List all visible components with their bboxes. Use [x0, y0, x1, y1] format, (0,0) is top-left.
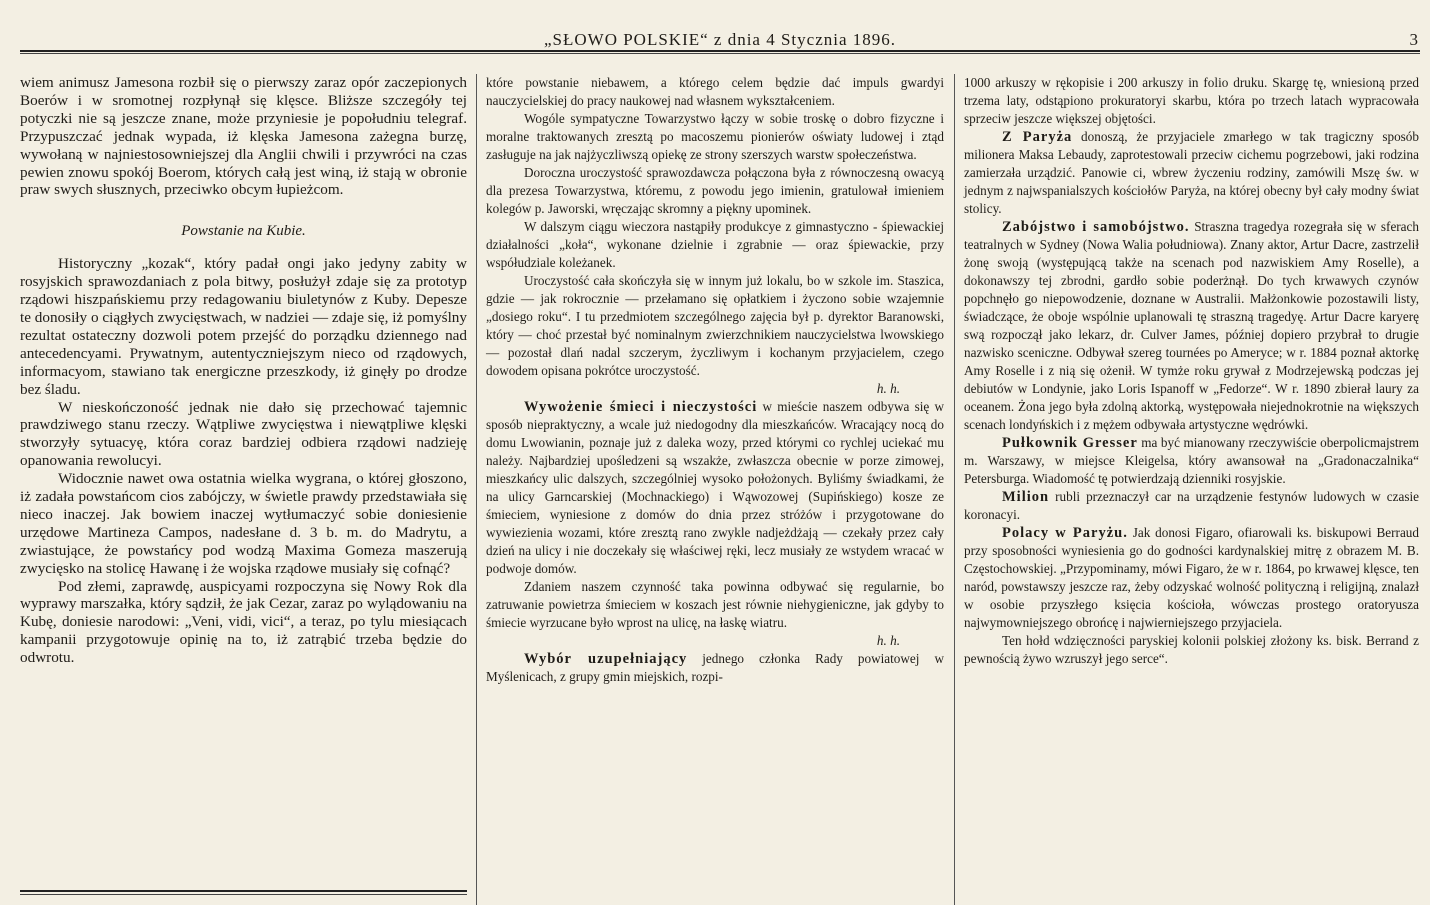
- news-item: [964, 524, 1419, 632]
- column-end-rule: [20, 890, 467, 892]
- column-divider: [476, 74, 477, 905]
- column-3: [964, 74, 1419, 668]
- news-body: w mieście naszem odbywa się w sposób niepraktyczny, a wcale już niedogodny dla mieszkańców. Wracający nocą do domu Lwowianin, poznaje już z daleka wozy, przed którymi co rychlej uciekać mu należy. Najbardziej upośledzeni są wszakże, zwłaszcza obecnie w porze zimowej, mieszkańcy ulic dalszych, szczególniej wysoko położonych. Byliśmy świadkami, że na ulicy Garncarskiej (Mochnackiego) i Wąwozowej (Supińskiego) kosze ze śmieciem, wyniesione z domów do dnia przez stróżów i przygotowane do wywiezienia wozami, które zresztą rano zwykle nadjeżdżają — czekały przez cały dzień na ulicy i nie doczekały się właściwej ręki, lecz musiały ze wstydem wracać w podwoje domów.: [486, 399, 944, 576]
- article-paragraph: W nieskończoność jednak nie dało się przechować tajemnic prawdziwego stanu rzeczy. Wątpliwe zwycięstwa i niewątpliwe klęski stworzyły sytuacyę, która coraz bardziej odbiera rządowi nadzieję opanowania rewolucyi.: [20, 398, 467, 470]
- news-body: jednego członka Rady powiatowej w Myślenicach, z grupy gmin miejskich, rozpi-: [486, 651, 944, 684]
- news-item: [964, 434, 1419, 488]
- news-item: [964, 128, 1419, 218]
- article-paragraph: Widocznie nawet owa ostatnia wielka wygrana, o której głoszono, iż zadała powstańcom cios zabójczy, w świetle prawdy przedstawiała się nieco inaczej. Jak bowiem inaczej wytłumaczyć sobie doniesienie urzędowe Martineza Campos, nadesłane d. 3 b. m. do Madrytu, a zwiastujące, że powstańcy pod wodzą Maxima Gomeza maszerują zwycięsko na stolicę Hawanę i że wojska rządowe musiały się cofnąć?: [20, 470, 467, 577]
- news-item: [964, 488, 1419, 524]
- article-paragraph: Ten hołd wdzięczności paryskiej kolonii polskiej złożony ks. bisk. Berrand z pewnością żywo wzruszył jego serce“.: [964, 633, 1419, 666]
- column-end-rule-thin: [20, 894, 467, 895]
- column-divider: [954, 74, 955, 905]
- news-body: rubli przeznaczył car na urządzenie festynów ludowych w czasie koronacyi.: [964, 489, 1419, 522]
- article-paragraph: 1000 arkuszy w rękopisie i 200 arkuszy in folio druku. Skargę tę, wniesioną przed trzema laty, odstąpiono prokuratoryi skarbu, która po trzech latach wypracowała sprzeciw jeszcze większej objętości.: [964, 75, 1419, 126]
- header-rule-thin: [20, 53, 1420, 54]
- news-body: Jak donosi Figaro, ofiarowali ks. biskupowi Berraud przy sposobności wyniesienia go do godności kardynalskiej mitrę z obrazem M. B. Częstochowskiej. „Przypominamy, mówi Figaro, że w r. 1864, po krwawej klęsce, ten naród, powstawszy jeszcze raz, żeby odzyskać wolność polityczną i religijną, znalazł w osobie przyszłego księcia kościoła, wówczas prostego oratoryusza najwymowniejszego obrońcę i najwierniejszego przyjaciela.: [964, 525, 1419, 630]
- article-paragraph: Historyczny „kozak“, który padał ongi jako jedyny zabity w rosyjskich sprawozdaniach z pola bitwy, posłużył zdaje się za prototyp rządowi hiszpańskiemu przy redagowaniu biuletynów z Kuby. Depesze te donosiły o ciągłych zwycięstwach, w nadziei — zdaje się, iż pomyślny rezultat ostateczny dozwoli potem przejść do porządku dziennego nad antecedencyami. Prywatnym, autentyczniejszym nieco od rządowych, informacyom, stawiano tak energiczne przeszkody, iż ginęły po drodze bez śladu.: [20, 255, 467, 398]
- page-header: [20, 30, 1420, 48]
- article-paragraph: Uroczystość cała skończyła się w innym już lokalu, bo w szkole im. Staszica, gdzie — jak rokrocznie — przełamano się opłatkiem i życzono sobie wzajemnie „dosiego roku“. I tu przedmiotem szczególnego zajęcia był p. dyrektor Baranowski, który — choć przestał być nominalnym zwierzchnikiem nauczycielstwa lwowskiego — pozostał dlań nadal szczerym, życzliwym i kochanym przyjacielem, czego dowodem opisana pokrótce uroczystość.: [486, 273, 944, 378]
- news-body: ma być mianowany rzeczywiście oberpolicmajstrem m. Warszawy, w miejsce Kleigelsa, który awansował na „Gradonaczalnika“ Petersburga. Wiadomość tę potwierdzają dzienniki rosyjskie.: [964, 435, 1419, 486]
- article-paragraph: Wogóle sympatyczne Towarzystwo łączy w sobie troskę o dobro fizyczne i moralne traktowanych zresztą po macoszemu pionierów oświaty ludowej i ztąd zasługuje na jak najżyczliwszą opiekę ze strony szerszych warstw społeczeństwa.: [486, 111, 944, 162]
- article-paragraph: Pod złemi, zaprawdę, auspicyami rozpoczyna się Nowy Rok dla wyprawy marszałka, który sądził, że jak Cezar, zaraz po wylądowaniu na Kubę, doniesie narodowi: „Veni, vidi, vici“, a teraz, po tylu miesiącach kampanii przygotowuje opinię na to, iż zatrąbić trzeba będzie do odwrotu.: [20, 577, 467, 667]
- signature: h. h.: [876, 381, 900, 396]
- column-1: [20, 74, 467, 667]
- news-headword: Milion: [1002, 489, 1050, 505]
- column-2: [486, 74, 944, 686]
- page-number: 3: [1409, 30, 1418, 49]
- article-paragraph: wiem animusz Jamesona rozbił się o pierwszy zaraz opór zaczepionych Boerów i w sromotnej rozpłynął się klęsce. Bliższe szczegóły tej potyczki nie są jeszcze znane, może przyniesie je popołudniu telegraf. Przypuszczać jednak wypada, iż klęska Jamesona zażegna burzę, wywołaną w najniestosowniejszej dla Anglii chwili i przywróci na czas pewien znowu spokój Boerom, których całą jest winą, iż stają w obronie praw swych słusznych, przeciwko obcym łupieżcom.: [20, 74, 467, 199]
- news-headword: Pułkownik Gresser: [1002, 435, 1138, 451]
- news-headword: Wybór uzupełniający: [524, 651, 688, 667]
- news-item: [964, 218, 1419, 434]
- news-headword: Wywożenie śmieci i nieczystości: [524, 399, 758, 415]
- newspaper-title: „SŁOWO POLSKIE“ z dnia 4 Stycznia 1896.: [543, 30, 897, 49]
- news-item: [486, 398, 944, 578]
- article-paragraph: Zdaniem naszem czynność taka powinna odbywać się regularnie, bo zatruwanie powietrza śmieciem w koszach jest równie niehygieniczne, jak gdyby to śmiecie wyrzucane było wprost na ulicę, na łaskę wiatru.: [486, 579, 944, 630]
- signature: h. h.: [876, 633, 900, 648]
- news-body: donoszą, że przyjaciele zmarłego w tak tragiczny sposób milionera Maksa Lebaudy, zaprotestowali przeciw cichemu pogrzebowi, jaki rodzina zamierzała urządzić. Panowie ci, wbrew życzeniu rodziny, zamówili Mszę św. w jednym z najwspanialszych kościołów Paryża, na której obecny był cały modny świat stolicy.: [964, 129, 1419, 216]
- news-item: [486, 650, 944, 686]
- news-body: Straszna tragedya rozegrała się w sferach teatralnych w Sydney (Nowa Walia południowa). Znany aktor, Artur Dacre, zastrzelił żonę swoją (występującą także na scenach pod nazwiskiem Amy Roselle), a dokonawszy tej zbrodni, gardło sobie poderżnął. Do tych krwawych czynów popchnęło go niepowodzenie, doznane w Australii. Małżonkowie pozostawili listy, świadczące, że oboje wspólnie uplanowali tę straszną tragedyę. Artur Dacre karyerę swą rozpoczął jako lekarz, dr. Culver James, później dopiero przybrał to drugie nazwisko sceniczne. Odbywał szereg tournées po Ameryce; w r. 1884 poznał aktorkę Amy Roselle i z nią się ożenił. W tymże roku grywał z Modrzejewską podczas jej debiutów w Londynie, jako Loris Ispanoff w „Fedorze“. W r. 1890 zbierał laury za oceanem. Żona jego była zdolną aktorką, występowała niejednokrotnie na większych scenach londyńskich i z mężem odbywała artystyczne wędrówki.: [964, 219, 1419, 432]
- header-rule: [20, 50, 1420, 52]
- news-headword: Zabójstwo i samobójstwo.: [1002, 219, 1190, 235]
- article-paragraph: Doroczna uroczystość sprawozdawcza połączona była z równoczesną owacyą dla prezesa Towarzystwa, któremu, z powodu jego imienin, gratulował imieniem kolegów p. Jaworski, wręczając skromny a piękny upominek.: [486, 165, 944, 216]
- article-paragraph: które powstanie niebawem, a którego celem będzie dać impuls gwardyi nauczycielskiej do pracy naukowej nad własnem wykształceniem.: [486, 75, 944, 108]
- section-title: Powstanie na Kubie.: [181, 223, 306, 240]
- article-paragraph: W dalszym ciągu wieczora nastąpiły produkcye z gimnastyczno - śpiewackiej działalności „koła“, wykonane dzielnie i zgrabnie — oraz śpiewackie, przy współudziale koleżanek.: [486, 219, 944, 270]
- news-headword: Z Paryża: [1002, 129, 1073, 145]
- news-headword: Polacy w Paryżu.: [1002, 525, 1128, 541]
